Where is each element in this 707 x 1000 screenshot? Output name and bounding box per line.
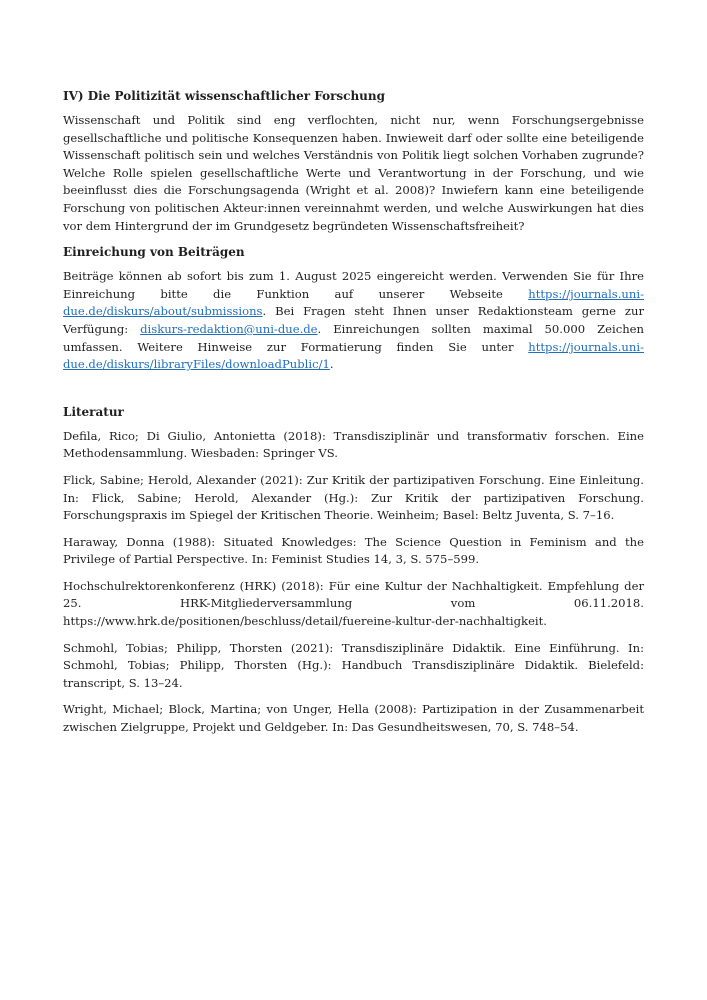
submissions-link[interactable]: https://journals.uni-due.de/diskurs/about/submissions <box>63 286 644 319</box>
section-heading-einreichung: Einreichung von Beiträgen <box>63 245 245 260</box>
section-paragraph-politizitaet: Wissenschaft und Politik sind eng verflochten, nicht nur, wenn Forschungsergebnisse gesellschaftliche und politische Konsequenzen haben. Inwieweit darf oder sollte eine beteiligende Wissenschaft politisch sein und welches Verständnis von Politik liegt solchen Vorhaben zugrunde? Welche Rolle spielen gesellschaftliche Werte und Verantwortung in der Forschung, und wie beeinflusst dies die Forschungsagenda (Wright et al. 2008)? Inwiefern kann eine beteiligende Forschung von politischen Akteur:innen vereinnahmt werden, und welche Auswirkungen hat dies vor dem Hintergrund der im Grundgesetz begründeten Wissenschaftsfreiheit? <box>63 113 644 233</box>
section-heading-politizitaet: IV) Die Politizität wissenschaftlicher Forschung <box>63 89 386 103</box>
spacer <box>63 380 644 396</box>
library-files-link[interactable]: https://journals.uni-due.de/diskurs/libraryFiles/downloadPublic/1 <box>63 339 644 372</box>
reference-list <box>63 428 644 737</box>
reference-item: Schmohl, Tobias; Philipp, Thorsten (2021): Transdisziplinäre Didaktik. Eine Einführung. In: Schmohl, Tobias; Philipp, Thorsten (Hg.): Handbuch Transdisziplinäre Didaktik. Bielefeld: transcript, S. 13–24. <box>63 640 644 690</box>
reference-item: Flick, Sabine; Herold, Alexander (2021): Zur Kritik der partizipativen Forschung. Eine Einleitung. In: Flick, Sabine; Herold, Alexander (Hg.): Zur Kritik der partizipativen Forschung. Forschungspraxis im Spiegel der Kritischen Theorie. Weinheim; Basel: Beltz Juventa, S. 7–16. <box>63 472 644 523</box>
reference-item: Hochschulrektorenkonferenz (HRK) (2018): Für eine Kultur der Nachhaltigkeit. Empfehlung der 25. HRK-Mitgliederversammlung vom 06.11.2018. https://www.hrk.de/positionen/beschluss/detail/fuereine-kultur-der-nachhaltigkeit. <box>63 578 644 629</box>
submission-text-1: Beiträge können ab sofort bis zum 1. August 2025 eingereicht werden. Verwenden Sie für Ihre Einreichung bitte die Funktion auf unserer Webseite <box>63 269 644 301</box>
reference-item: Haraway, Donna (1988): Situated Knowledges: The Science Question in Feminism and the Privilege of Partial Perspective. In: Feminist Studies 14, 3, S. 575–599. <box>63 534 644 567</box>
submission-text-4: . <box>329 357 334 372</box>
email-link[interactable]: diskurs-redaktion@uni-due.de <box>140 321 318 336</box>
reference-item: Defila, Rico; Di Giulio, Antonietta (2018): Transdisziplinär und transformativ forschen. Eine Methodensammlung. Wiesbaden: Springer VS. <box>63 428 644 461</box>
document-page <box>63 88 644 746</box>
submission-text-2: . Bei Fragen steht Ihnen unser Redaktionsteam gerne zur Verfügung: <box>63 304 644 336</box>
submission-text-3: . Einreichungen sollten maximal 50.000 Zeichen umfassen. Weitere Hinweise zur Formatierung finden Sie unter <box>63 321 644 354</box>
literature-heading: Literatur <box>63 404 124 419</box>
submission-paragraph <box>63 268 644 374</box>
reference-item: Wright, Michael; Block, Martina; von Unger, Hella (2008): Partizipation in der Zusammenarbeit zwischen Zielgruppe, Projekt und Geldgeber. In: Das Gesundheitswesen, 70, S. 748–54. <box>63 702 644 735</box>
